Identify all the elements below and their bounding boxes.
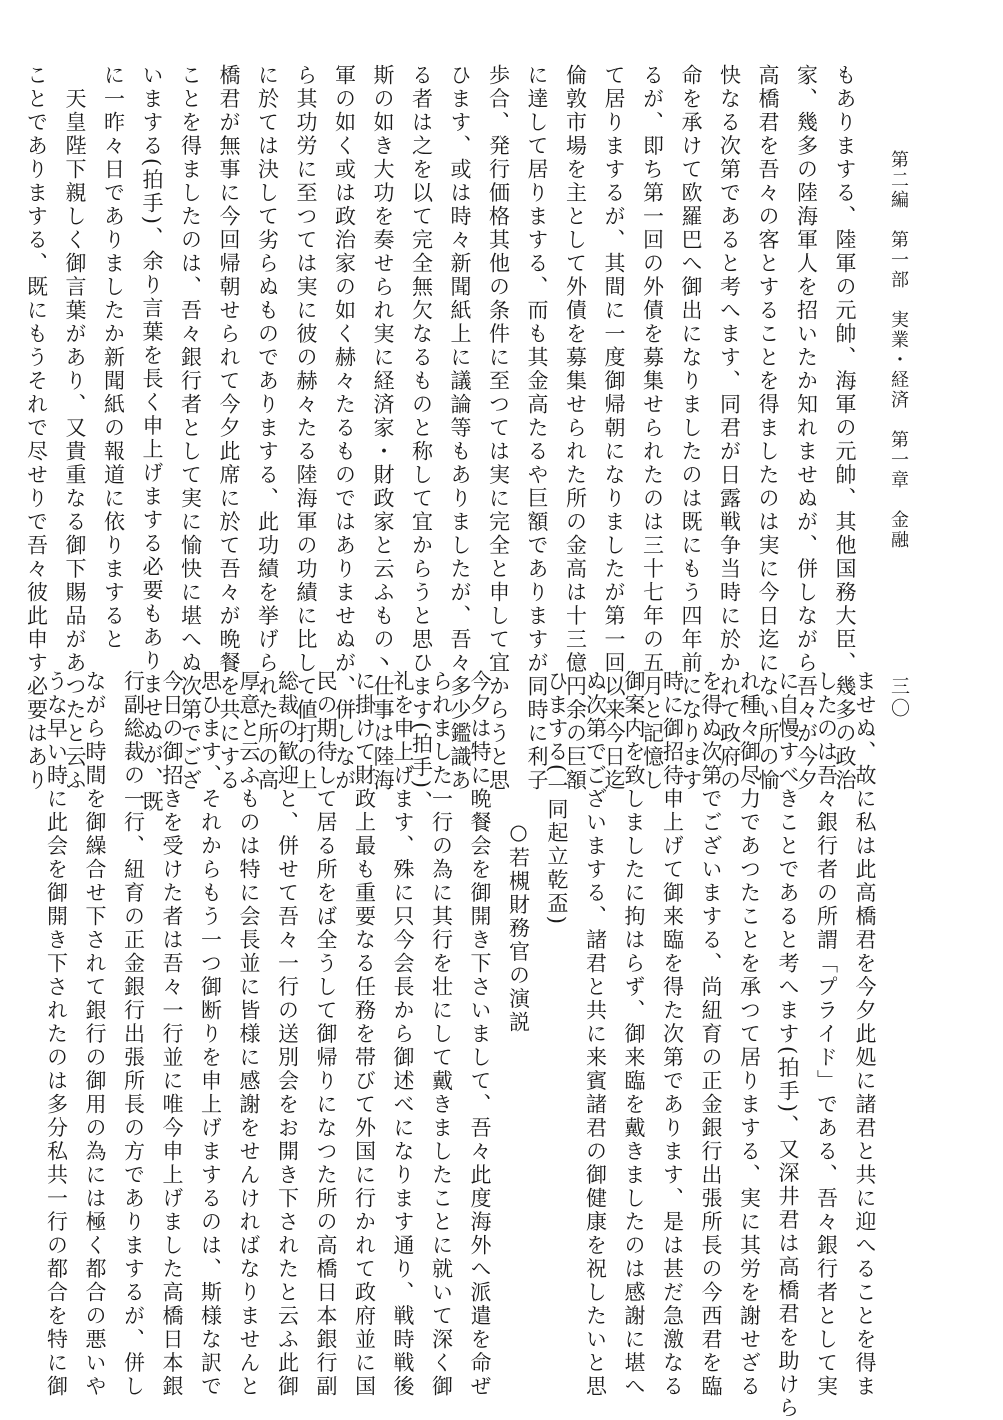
text-column: 斯の如き大功を奏せられ実に経済家・財政家と云ふもの丶仕事は陸海 [371,64,395,793]
text-column: 御案内を致しましたに拘はらず、御来臨を戴きましたのは感謝に堪へ [622,670,646,1399]
text-column: 命を承けて欧羅巴へ御出になりましたのは既にもう四年前になります [679,64,703,793]
text-column: うな早い時に此会を御開き下されたのは多分私共一行の都合を特に御 [44,670,69,1399]
section-heading: ○若槻財務官の演説 [506,820,531,1035]
text-column: る者は之を以て完全無欠なるものと称して宜からうと思ひます(拍手)、 [409,64,434,814]
text-column: に掛けて財政上最も重要なる任務を帯びて外国に行かれて政府並に国 [352,670,377,1399]
text-column: に於ては決して劣らぬものでありまする、此功績を挙げられた所の高 [255,64,280,793]
text-column: したのは吾々銀行者の所謂「プライド」である、吾々銀行者として実 [814,670,839,1399]
text-column: ながら時間を御繰合せ下されて銀行の御用の為には極く都合の悪いや [83,670,107,1399]
text-column: 思ひます、それからもう一つ御断りを申上げまするのは、斯様な訳で [198,670,223,1399]
text-column: 厚意と云ふものは特に会長並に皆様に感謝をせんければなりませんと [237,670,261,1399]
text-column: 礼を申上げます、殊に只今会長から御述べになります通り、戦時戦後 [391,670,415,1399]
text-column: 今日の御招きを受けた者は吾々一行並に唯今申上げました高橋日本銀 [160,670,184,1399]
text-column: 橋君が無事に今回帰朝せられて今夕此席に於て吾々が晩餐を共にする [217,64,241,793]
text-column: ませぬ、故に私は此高橋君を今夕此処に諸君と共に迎へることを得ま [853,670,877,1399]
text-column: 高橋君を吾々の客とすることを得ましたのは実に今日迄にない所の愉 [756,64,780,793]
text-column: るが、即ち第一回の外債を募集せられたのは三十七年の五月と記憶し [640,64,665,793]
text-column: 天皇陛下親しく御言葉があり、又貴重なる御下賜品があつたと云ふ [63,64,87,793]
text-column: もありまする、陸軍の元帥、海軍の元帥、其他国務大臣、幾多の政治 [833,64,857,793]
text-column: 民の期待して居る所をば全うして御帰りになつた所の高橋日本銀行副 [314,670,338,1399]
text-column: ら其功労に至つては実に彼の赫々たる陸海軍の功績に比して値打の上 [294,64,318,793]
text-column: に達して居りまする、而も其金高たるや巨額でありますが同時に利子 [525,64,549,793]
text-column: られました一行の為に其行を壮にして戴きましたことに就いて深く御 [429,670,454,1399]
running-title: 第二編 第一部 実業・経済 第一章 金融 [888,150,909,550]
text-column: に自慢すべきことであると考へます(拍手)、又深井君は高橋君を助けら [776,670,800,1420]
text-column: れ種々御尽力であつたことを承つて居りまする、実に其労を謝せざる [737,670,762,1399]
text-column: 快なる次第であると考へます、同君が日露戦争当時に於かれて政府の [717,64,742,793]
text-column: 総裁の歓迎と、併せて吾々一行の送別会をお開き下されたと云ふ此御 [275,670,300,1399]
text-column: 家、幾多の陸海軍人を招いたか知れませぬが、併しながら吾々が今夕 [794,64,819,793]
text-column: ひます、或は時々新聞紙上に議論等もありましたが、吾々多少鑑識あ [448,64,472,793]
text-column: 行副総裁の一行、紐育の正金銀行出張所長の方でありまするが、併し [121,670,146,1399]
bottom-text-block [44,670,884,1420]
text-column: を得ぬ次第でございまする、尚紐育の正金銀行出張所長の今西君を臨 [699,670,723,1399]
text-column: 今夕は特に晩餐会を御開き下さいまして、吾々此度海外へ派遣を命ぜ [468,670,492,1399]
text-column: ぬ次第でございまする、諸君と共に来賓諸君の御健康を祝したいと思 [583,670,608,1399]
text-column: 歩合、発行価格其他の条件に至つては実に完全と申して宜からうと思 [486,64,511,793]
text-column: ことを得ましたのは、吾々銀行者として実に愉快に堪へぬ次第でござ [178,64,203,793]
text-column: て居りまするが、其間に一度御帰朝になりましたが第一回以来今日迄 [602,64,626,793]
text-column: 時に御招待申上げて御来臨を得た次第であります、是は甚だ急激なる [660,670,685,1399]
page-number: 三〇 [888,676,910,720]
text-column: ことでありまする、既にもうそれで尽せりで吾々彼此申す必要はあり [24,64,49,793]
text-column: 倫敦市場を主として外債を募集せられた所の金高は十三億円余の巨額 [563,64,588,793]
text-column: に一昨々日でありましたか新聞紙の報道に依りますると [101,64,126,652]
text-column: 軍の如く或は政治家の如く赫々たるものではありませぬが、併しなが [332,64,357,793]
text-column: いまする(拍手)、余り言葉を長く申上げまする必要もありませぬが、既 [140,64,164,814]
text-column: ひまする(一同起立乾盃) [545,670,569,927]
